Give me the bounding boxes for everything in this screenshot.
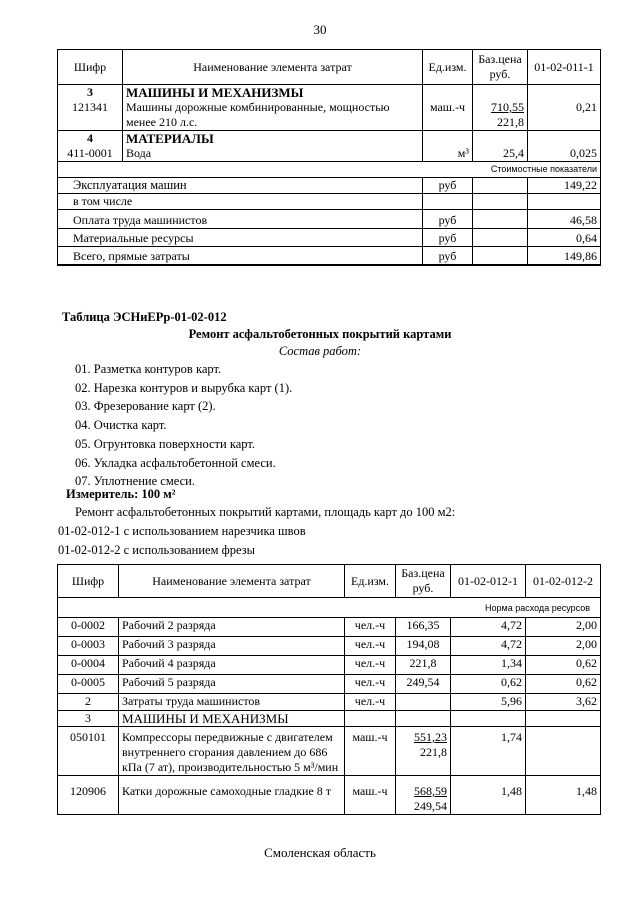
norm-header: Норма расхода ресурсов xyxy=(58,598,601,618)
meter-unit: Измеритель: 100 м² xyxy=(66,487,176,501)
materials-number: 4 411-0001 xyxy=(58,131,123,162)
table-row: 0-0002 Рабочий 2 разряда чел.-ч 166,35 4,72 2,00 xyxy=(58,618,601,637)
header-price: Баз.цена руб. xyxy=(473,50,528,85)
machine-code: 121341 xyxy=(72,100,108,114)
work-item: 07. Уплотнение смеси. xyxy=(75,474,195,489)
machine-price: 710,55 221,8 xyxy=(473,85,528,131)
material-name: Вода xyxy=(126,146,152,160)
material-unit: м³ xyxy=(423,131,473,162)
work-item: 06. Укладка асфальтобетонной смеси. xyxy=(75,455,276,470)
summary-unit: руб xyxy=(423,247,473,266)
resource-table-2 xyxy=(57,564,601,815)
summary-value: 149,22 xyxy=(528,178,601,194)
summary-label: Всего, прямые затраты xyxy=(58,247,423,266)
table-row: 050101 Компрессоры передвижные с двигателем внутреннего сгорания давлением до 686 кПа (7 ат), производительностью 5 м³/мин маш.-ч 551,23 221,8 1,74 xyxy=(58,727,601,776)
summary-value: 149,86 xyxy=(528,247,601,266)
machine-value: 0,21 xyxy=(528,85,601,131)
header-name: Наименование элемента затрат xyxy=(123,50,423,85)
machines-section-row: 3 МАШИНЫ И МЕХАНИЗМЫ xyxy=(58,711,601,727)
summary-label: Эксплуатация машин xyxy=(58,178,423,194)
header-norm: 01-02-011-1 xyxy=(528,50,601,85)
variant-2: 01-02-012-2 с использованием фрезы xyxy=(58,543,255,557)
table-row: 0-0003 Рабочий 3 разряда чел.-ч 194,08 4,72 2,00 xyxy=(58,637,601,656)
work-composition-title: Состав работ: xyxy=(278,344,362,358)
variant-1: 01-02-012-1 с использованием нарезчика швов xyxy=(58,524,306,538)
work-list xyxy=(75,360,292,491)
work-item: 04. Очистка карт. xyxy=(75,418,167,433)
table-row: 120906 Катки дорожные самоходные гладкие 8 т маш.-ч 568,59 249,54 1,48 1,48 xyxy=(58,776,601,815)
work-description: Ремонт асфальтобетонных покрытий картами, площадь карт до 100 м2: xyxy=(75,505,456,519)
summary-value: 46,58 xyxy=(528,210,601,229)
labor-row: 2 Затраты труда машинистов чел.-ч 5,96 3,62 xyxy=(58,694,601,711)
material-value: 0,025 xyxy=(528,131,601,162)
resource-table-1 xyxy=(57,49,601,266)
summary-unit: руб xyxy=(423,229,473,247)
header-price: Баз.цена руб. xyxy=(396,565,451,598)
header-norm-2: 01-02-012-2 xyxy=(526,565,601,598)
header-unit: Ед.изм. xyxy=(423,50,473,85)
summary-label: Материальные ресурсы xyxy=(58,229,423,247)
summary-unit: руб xyxy=(423,178,473,194)
machine-unit: маш.-ч xyxy=(423,85,473,131)
table-title: Таблица ЭСНиЕРр-01-02-012 xyxy=(62,310,227,324)
table-row: 0-0005 Рабочий 5 разряда чел.-ч 249,54 0,62 0,62 xyxy=(58,675,601,694)
work-item: 02. Нарезка контуров и вырубка карт (1). xyxy=(75,380,293,395)
header-code: Шифр xyxy=(58,50,123,85)
header-norm-1: 01-02-012-1 xyxy=(451,565,526,598)
section-title-cell: МАШИНЫ И МЕХАНИЗМЫ Машины дорожные комбинированные, мощностью менее 210 л.с. xyxy=(123,85,423,131)
header-code: Шифр xyxy=(58,565,119,598)
machines-section-row xyxy=(58,85,601,131)
table-row: 0-0004 Рабочий 4 разряда чел.-ч 221,8 1,34 0,62 xyxy=(58,656,601,675)
page-number: 30 xyxy=(313,22,327,37)
work-item: 05. Огрунтовка поверхности карт. xyxy=(75,436,255,451)
cost-indicators-header: Стоимостные показатели xyxy=(58,162,601,178)
summary-label: Оплата труда машинистов xyxy=(58,210,423,229)
summary-value: 0,64 xyxy=(528,229,601,247)
region-footer: Смоленская область xyxy=(264,845,376,860)
materials-section-row xyxy=(58,131,601,162)
header-name: Наименование элемента затрат xyxy=(119,565,345,598)
material-code: 411-0001 xyxy=(67,146,113,160)
work-item: 03. Фрезерование карт (2). xyxy=(75,399,216,414)
summary-unit: руб xyxy=(423,210,473,229)
work-item: 01. Разметка контуров карт. xyxy=(75,362,222,376)
machine-name: Машины дорожные комбинированные, мощностью менее 210 л.с. xyxy=(126,100,390,129)
header-unit: Ед.изм. xyxy=(345,565,396,598)
materials-title-cell: МАТЕРИАЛЫ Вода xyxy=(123,131,423,162)
section-number: 3 121341 xyxy=(58,85,123,131)
material-price: 25,4 xyxy=(473,131,528,162)
summary-label: в том числе xyxy=(58,194,423,210)
table-subtitle: Ремонт асфальтобетонных покрытий картами xyxy=(188,327,452,341)
